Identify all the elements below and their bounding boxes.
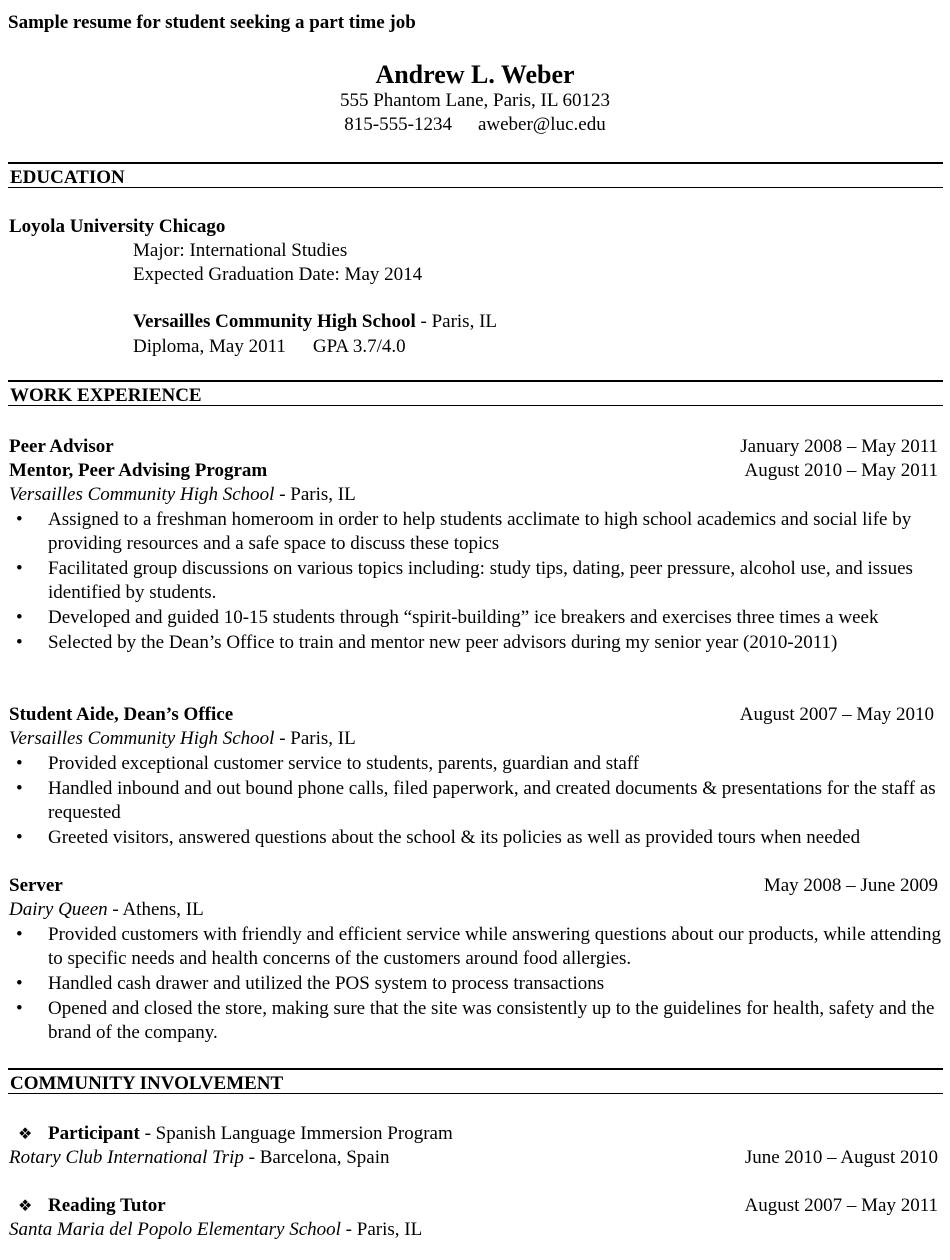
high-school-name: Versailles Community High School (133, 311, 416, 332)
job-dates: January 2008 – May 2011 (740, 436, 938, 457)
major: Major: International Studies (133, 240, 348, 261)
gpa: GPA 3.7/4.0 (312, 336, 406, 357)
applicant-name: Andrew L. Weber (375, 60, 575, 89)
list-item: • Opened and closed the store, making sure that the site was consistently up to the guidelines for health, safety and the brand of the company. (12, 997, 942, 1045)
community-item-title (18, 1122, 453, 1146)
university-name: Loyola University Chicago (9, 216, 226, 237)
list-item: • Handled cash drawer and utilized the POS system to process transactions (12, 972, 942, 996)
job-title: Server (9, 875, 63, 896)
page-title: Sample resume for student seeking a part time job (8, 12, 416, 33)
community-org: Santa Maria del Popolo Elementary School (9, 1219, 341, 1240)
diamond-bullet-icon: ❖ (18, 1196, 33, 1215)
job-title-secondary: Mentor, Peer Advising Program (9, 460, 268, 481)
high-school-location: - Paris, IL (415, 311, 498, 332)
employer-name: Versailles Community High School (9, 484, 275, 505)
list-item: • Handled inbound and out bound phone calls, filed paperwork, and created documents & presentations for the staff as requested (12, 777, 942, 825)
graduation-date: Expected Graduation Date: May 2014 (133, 264, 423, 285)
job-bullets (12, 508, 942, 655)
list-item: • Assigned to a freshman homeroom in order to help students acclimate to high school academics and social life by providing resources and a safe space to discuss these topics (12, 508, 942, 556)
job-employer (9, 483, 356, 507)
community-dates: August 2007 – May 2011 (744, 1195, 938, 1216)
job-employer (9, 727, 356, 751)
diamond-bullet-icon: ❖ (18, 1124, 33, 1143)
job-title: Student Aide, Dean’s Office (9, 704, 234, 725)
employer-location: - Paris, IL (274, 728, 356, 749)
job-bullets (12, 752, 942, 850)
email: aweber@luc.edu (477, 114, 606, 135)
high-school-line (133, 310, 497, 334)
job-title: Peer Advisor (9, 436, 114, 457)
community-dates: June 2010 – August 2010 (744, 1147, 938, 1168)
contact-line (0, 113, 950, 137)
education-heading: EDUCATION (8, 162, 943, 188)
employer-location: - Athens, IL (107, 899, 204, 920)
work-heading: WORK EXPERIENCE (8, 380, 943, 406)
list-item: • Facilitated group discussions on various topics including: study tips, dating, peer pressure, alcohol use, and issues identified by students. (12, 557, 942, 605)
job-dates: May 2008 – June 2009 (763, 875, 938, 896)
community-org-line (9, 1218, 422, 1242)
job-employer (9, 898, 204, 922)
community-org: Rotary Club International Trip (9, 1147, 244, 1168)
diploma-line (133, 335, 406, 359)
community-item-title (18, 1194, 166, 1218)
job-dates-secondary: August 2010 – May 2011 (744, 460, 938, 481)
employer-location: - Paris, IL (274, 484, 356, 505)
job-bullets (12, 923, 942, 1045)
community-location: - Barcelona, Spain (243, 1147, 390, 1168)
community-heading: COMMUNITY INVOLVEMENT (8, 1068, 943, 1094)
list-item: • Selected by the Dean’s Office to train and mentor new peer advisors during my senior year (2010-2011) (12, 631, 942, 655)
diploma: Diploma, May 2011 (133, 336, 286, 357)
community-role: Participant (48, 1123, 140, 1144)
list-item: • Provided exceptional customer service to students, parents, guardian and staff (12, 752, 942, 776)
list-item: • Provided customers with friendly and efficient service while answering questions about our products, while attending to specific needs and health concerns of the customers around food allergies. (12, 923, 942, 971)
phone: 815-555-1234 (344, 114, 452, 135)
community-org-line (9, 1146, 390, 1170)
employer-name: Versailles Community High School (9, 728, 275, 749)
list-item: • Greeted visitors, answered questions about the school & its policies as well as provided tours when needed (12, 826, 942, 850)
community-role: Reading Tutor (48, 1195, 166, 1216)
address: 555 Phantom Lane, Paris, IL 60123 (339, 90, 610, 111)
community-location: - Paris, IL (340, 1219, 423, 1240)
job-dates: August 2007 – May 2010 (739, 704, 934, 725)
list-item: • Developed and guided 10-15 students through “spirit-building” ice breakers and exercises three times a week (12, 606, 942, 630)
employer-name: Dairy Queen (9, 899, 108, 920)
community-program: - Spanish Language Immersion Program (139, 1123, 453, 1144)
